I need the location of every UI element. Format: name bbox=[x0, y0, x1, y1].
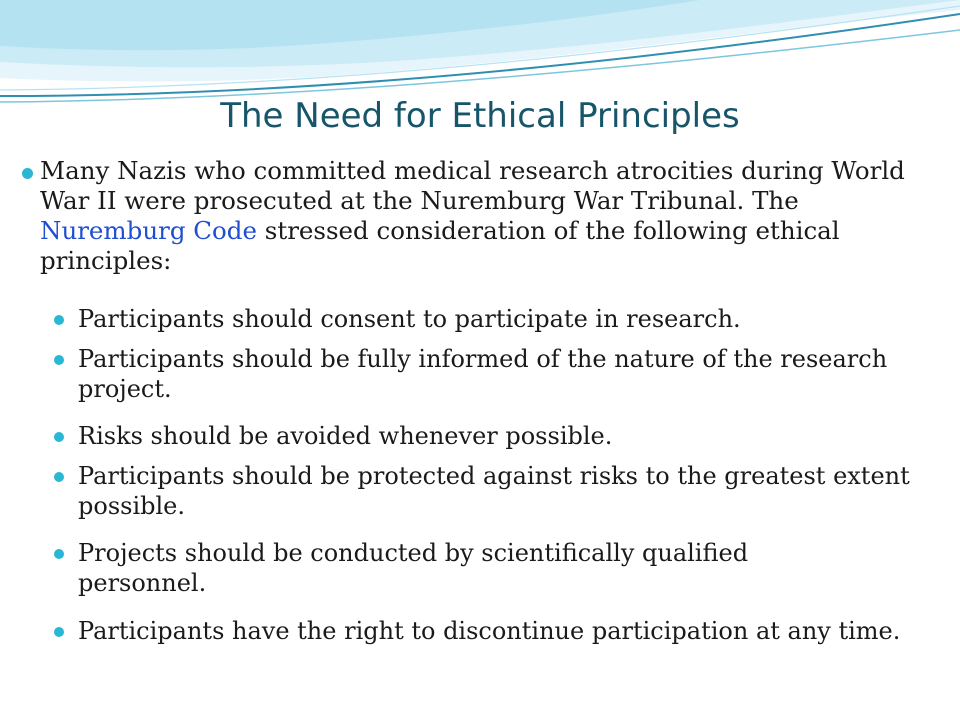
bullet-icon bbox=[54, 549, 64, 559]
bullet-icon bbox=[22, 168, 33, 179]
principle-item: Risks should be avoided whenever possible. bbox=[78, 422, 613, 450]
bullet-icon bbox=[54, 355, 64, 365]
bullet-icon bbox=[54, 432, 64, 442]
intro-paragraph bbox=[40, 156, 920, 276]
nuremburg-code-highlight: Nuremburg Code bbox=[40, 216, 257, 245]
bullet-icon bbox=[54, 472, 64, 482]
principle-item: Participants should be protected against risks to the greatest extent possible. bbox=[78, 462, 910, 520]
principle-item: Participants should be fully informed of the nature of the research project. bbox=[78, 345, 888, 403]
slide-title: The Need for Ethical Principles bbox=[220, 96, 740, 136]
intro-text-part2: stressed consideration of the following ethical principles: bbox=[40, 216, 840, 275]
intro-text-part1: Many Nazis who committed medical research atrocities during World War II were prosecuted at the Nuremburg War Tribunal. The bbox=[40, 156, 905, 215]
bullet-icon bbox=[54, 315, 64, 325]
principle-item: Participants should consent to participate in research. bbox=[78, 305, 741, 333]
bullet-icon bbox=[54, 627, 64, 637]
principle-item: Participants have the right to discontinue participation at any time. bbox=[78, 617, 901, 645]
principle-item: Projects should be conducted by scientifically qualified personnel. bbox=[78, 539, 749, 597]
